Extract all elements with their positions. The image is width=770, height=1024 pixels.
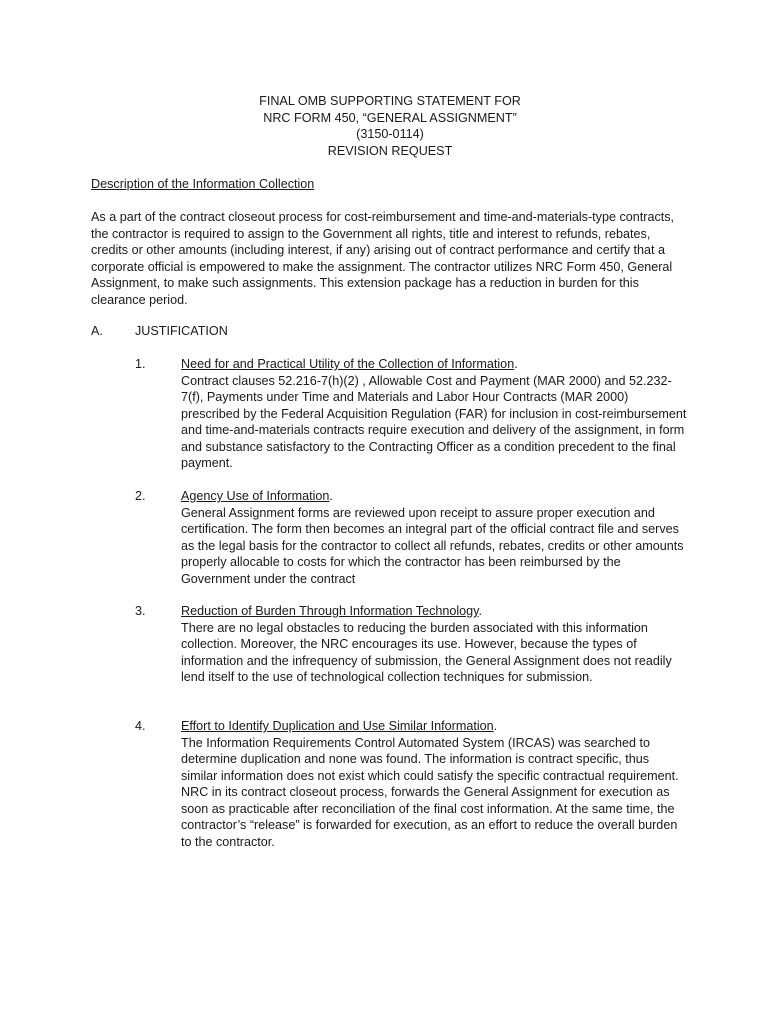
document-title <box>0 93 770 159</box>
item-body: General Assignment forms are reviewed upon receipt to assure proper execution and certification. The form then becomes an integral part of the official contract file and serves as the legal basis for the contractor to collect all refunds, rebates, credits or other amounts properly allocable to costs for which the contractor has been reimbursed by the Government under the contract <box>181 505 684 586</box>
item-heading: Need for and Practical Utility of the Collection of Information <box>181 357 515 371</box>
justification-label: JUSTIFICATION <box>135 324 228 338</box>
item-body: The Information Requirements Control Automated System (IRCAS) was searched to determine duplication and none was found. The information is contract specific, thus similar information does not exist which could satisfy the specific contractual requirement. NRC in its contract closeout process, forwards the General Assignment for execution as soon as practicable after reconciliation of the final cost information. At the same time, the contractor’s “release” is forwarded for execution, as an effort to reduce the overall burden to the contractor. <box>181 735 679 849</box>
item-body: Contract clauses 52.216-7(h)(2) , Allowable Cost and Payment (MAR 2000) and 52.232-7(f), Payments under Time and Materials and Labor Hour Contracts (MAR 2000) prescribed by the Federal Acquisition Regulation (FAR) for inclusion in cost-reimbursement and time-and-materials contracts require execution and delivery of the assignment, in form and substance satisfactory to the Contracting Officer as a condition precedent to the final payment. <box>181 373 687 470</box>
item-content <box>181 603 687 686</box>
item-heading: Agency Use of Information <box>181 489 330 503</box>
item-number: 4. <box>135 719 146 733</box>
item-heading-punct: . <box>329 489 333 503</box>
item-number: 1. <box>135 357 146 371</box>
intro-paragraph: As a part of the contract closeout process for cost-reimbursement and time-and-materials-type contracts, the contractor is required to assign to the Government all rights, title and interest to refunds, rebates, credits or other amounts (including interest, if any) arising out of contract performance and certify that a corporate official is empowered to make the assignment. The contractor utilizes NRC Form 450, General Assignment, to make such assignments. This extension package has a reduction in burden for this clearance period. <box>91 210 675 307</box>
item-heading-punct: . <box>478 604 483 618</box>
justification-letter: A. <box>91 324 103 338</box>
item-heading: Reduction of Burden Through Information Technology <box>181 604 479 618</box>
item-heading-punct: . <box>514 357 518 371</box>
title-line-4: REVISION REQUEST <box>327 143 453 158</box>
description-heading: Description of the Information Collection <box>91 177 315 191</box>
item-content <box>181 488 687 587</box>
title-line-1: FINAL OMB SUPPORTING STATEMENT FOR <box>259 94 521 108</box>
title-line-3: (3150-0114) <box>356 127 424 141</box>
item-number: 3. <box>135 604 146 618</box>
item-body: There are no legal obstacles to reducing the burden associated with this information collection. Moreover, the NRC encourages its use. However, because the types of information and the infrequency of submission, the General Assignment does not readily lend itself to the use of technological collection techniques for submission. <box>181 620 672 684</box>
item-heading-punct: . <box>493 719 498 733</box>
item-content <box>181 718 687 850</box>
item-number: 2. <box>135 489 146 503</box>
item-content <box>181 356 687 472</box>
title-line-2: NRC FORM 450, “GENERAL ASSIGNMENT” <box>263 110 517 125</box>
item-heading: Effort to Identify Duplication and Use Similar Information <box>181 719 494 733</box>
